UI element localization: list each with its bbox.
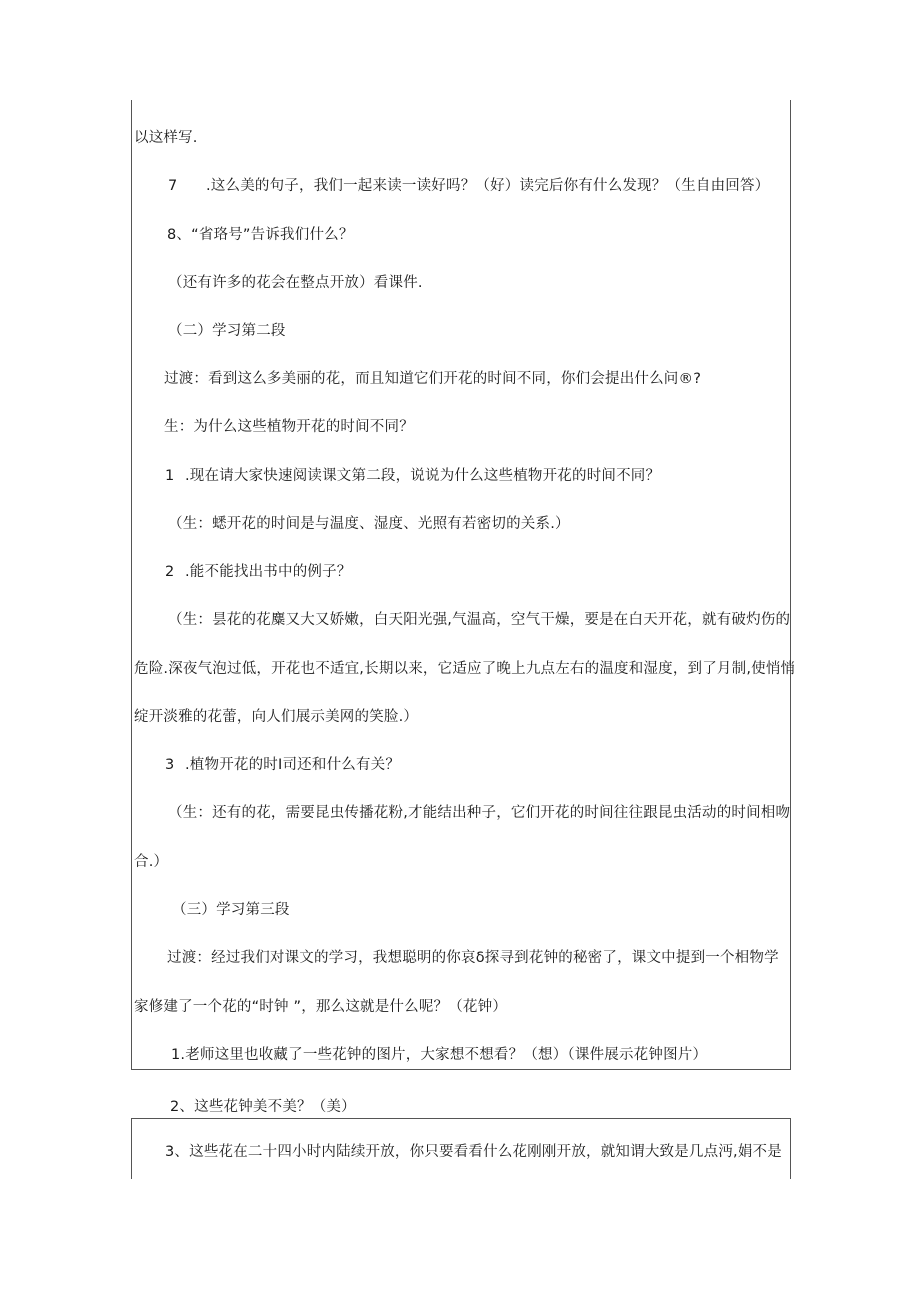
text-line: 过渡：经过我们对课文的学习，我想聪明的你哀δ探寻到花钟的秘密了，课文中提到一个相物学	[167, 950, 779, 966]
list-number: 7	[168, 178, 178, 194]
text-line: 3、这些花在二十四小时内陆续开放，你只要看看什么花刚刚开放，就知谓大致是几点沔,娟不是	[165, 1144, 782, 1160]
text-line: .这么美的句子，我们一起来读一读好吗？（好）读完后你有什么发现？（生自由回答）	[206, 178, 770, 194]
text-line: .能不能找出书中的例子？	[185, 564, 352, 580]
text-line: 绽开淡雅的花蕾，向人们展示美网的笑脸.）	[134, 709, 419, 725]
text-line: 生：为什么这些植物开花的时间不同？	[164, 419, 414, 435]
table-cell-frame-upper	[131, 100, 791, 1070]
text-line: （生：蟋开花的时间是与温度、湿度、光照有若密切的关系.）	[168, 516, 570, 532]
text-line: .植物开花的时I司还和什么有关？	[185, 757, 401, 773]
text-line: （生：还有的花，需要昆虫传播花粉,才能结出种子，它们开花的时间往往跟昆虫活动的时间相吻	[168, 805, 791, 821]
text-line: 家修建了一个花的“时钟 ”，那么这就是什么呢？（花钟）	[134, 999, 508, 1015]
text-line: 1.老师这里也收藏了一些花钟的图片，大家想不想看？（想）（课件展示花钟图片）	[171, 1047, 708, 1063]
text-line: 8、“省珞号”告诉我们什么？	[167, 227, 354, 243]
list-number: 3	[165, 757, 175, 773]
text-line: 合.）	[134, 854, 169, 870]
text-line: 过渡：看到这么多美丽的花，而且知道它们开花的时间不同，你们会提出什么问®?	[164, 371, 702, 387]
text-line: .现在请大家快速阅读课文第二段，说说为什么这些植物开花的时间不同？	[185, 468, 661, 484]
section-heading: （二）学习第二段	[168, 323, 286, 339]
text-line: （还有许多的花会在整点开放）看课件.	[168, 275, 423, 291]
text-line: 危险.深夜气泡过低，开花也不适宜,长期以来，它适应了晚上九点左右的温度和湿度，到了月制,使悄悄	[134, 661, 796, 677]
text-line: 以这样写.	[134, 130, 198, 146]
list-number: 2	[165, 564, 175, 580]
text-line: 2、这些花钟美不美？（美）	[170, 1099, 356, 1115]
section-heading: （三）学习第三段	[172, 902, 290, 918]
list-number: 1	[165, 468, 175, 484]
text-line: （生：昙花的花麋又大又娇嫩，白天阳光强,气温高，空气干燥，要是在白天开花，就有破灼伤的	[168, 612, 791, 628]
